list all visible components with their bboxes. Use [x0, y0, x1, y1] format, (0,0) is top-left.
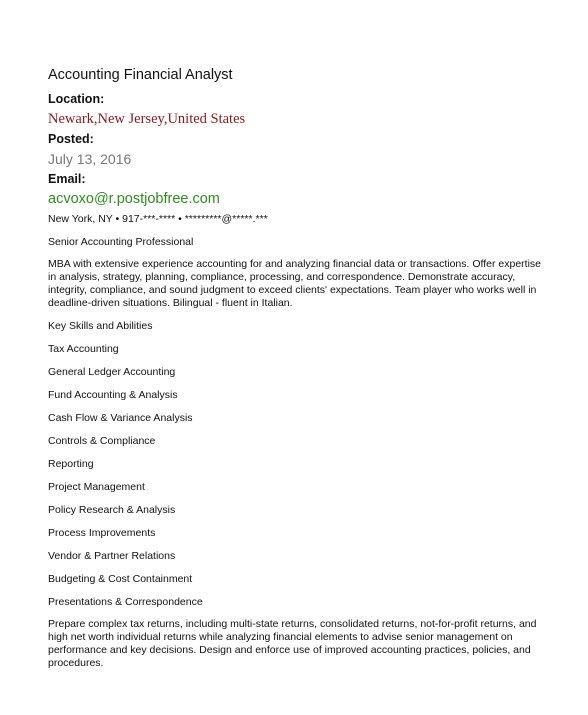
skill-item: Project Management: [48, 481, 145, 493]
skills-heading: Key Skills and Abilities: [48, 320, 153, 332]
email-label: Email:: [48, 172, 86, 186]
resume-document: [48, 66, 548, 670]
skills-list: [48, 343, 548, 609]
skill-item: Fund Accounting & Analysis: [48, 389, 178, 401]
posted-label: Posted:: [48, 132, 94, 146]
job-title: Accounting Financial Analyst: [48, 67, 233, 83]
skill-item: Process Improvements: [48, 527, 156, 539]
contact-line: New York, NY • 917-***-**** • *********@*****.***: [48, 213, 268, 225]
posted-date: July 13, 2016: [48, 151, 132, 167]
skill-item: Tax Accounting: [48, 343, 119, 355]
skill-item: Controls & Compliance: [48, 435, 156, 447]
skill-item: General Ledger Accounting: [48, 366, 176, 378]
skill-item: Vendor & Partner Relations: [48, 550, 176, 562]
headline: Senior Accounting Professional: [48, 236, 194, 248]
location-value: Newark,New Jersey,United States: [48, 111, 246, 127]
skill-item: Presentations & Correspondence: [48, 596, 203, 608]
summary-paragraph: MBA with extensive experience accounting for and analyzing financial data or transactions. Offer expertise in analysis, strategy, planning, compliance, processing, and correspondence. Demonstrate accuracy, integrity, compliance, and sound judgment to exceed clients' expectations. Team player who works well in deadline-driven situations. Bilingual - fluent in Italian.: [48, 258, 541, 309]
skill-item: Cash Flow & Variance Analysis: [48, 412, 193, 424]
skill-item: Reporting: [48, 458, 94, 470]
skill-item: Budgeting & Cost Containment: [48, 573, 193, 585]
location-label: Location:: [48, 92, 105, 106]
email-link[interactable]: acvoxo@r.postjobfree.com: [48, 191, 220, 207]
skill-item: Policy Research & Analysis: [48, 504, 176, 516]
closing-paragraph: Prepare complex tax returns, including multi-state returns, consolidated returns, not-for-profit returns, and high net worth individual returns while analyzing financial elements to advise senior management on performance and key decisions. Design and enforce use of improved accounting practices, policies, and procedures.: [48, 618, 537, 669]
